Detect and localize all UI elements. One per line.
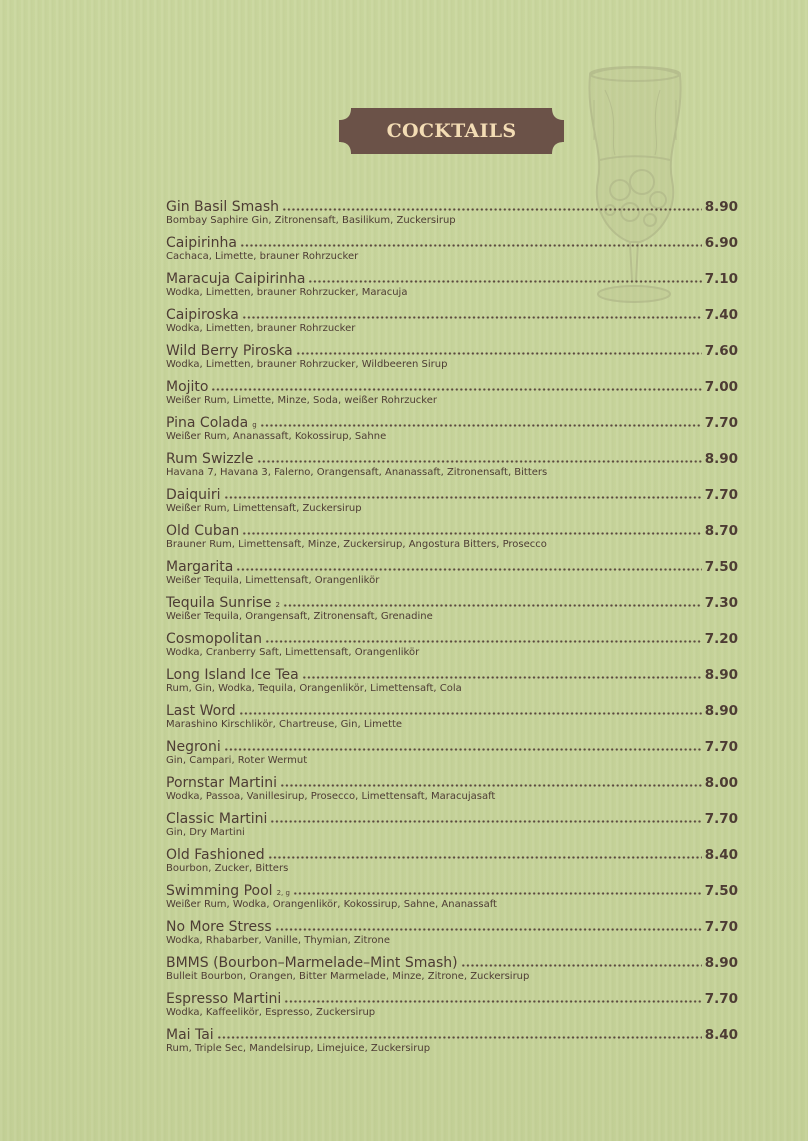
item-price: 7.00 [704,379,738,395]
item-description: Rum, Gin, Wodka, Tequila, Orangenlikör, Limettensaft, Cola [166,683,462,694]
item-description: Weißer Rum, Limettensaft, Zuckersirup [166,503,362,514]
item-price: 7.30 [704,595,738,611]
dot-leader [240,235,702,247]
item-name: Rum Swizzle [166,451,254,467]
menu-item-tequila-sunrise [166,595,738,631]
dot-leader [242,307,702,319]
item-name: Pina Colada [166,415,249,431]
menu-item-no-more-stress [166,919,738,955]
item-price: 8.90 [704,451,738,467]
item-description: Weißer Rum, Limette, Minze, Soda, weißer Rohrzucker [166,395,438,406]
dot-leader [284,991,701,1003]
item-price: 8.90 [704,667,738,683]
item-price: 7.70 [704,739,738,755]
dot-leader [283,595,702,607]
item-price: 7.40 [704,307,738,323]
item-price: 7.10 [704,271,738,287]
item-price: 7.20 [704,631,738,647]
item-name: Espresso Martini [166,991,282,1007]
item-description: Weißer Tequila, Limettensaft, Orangenlikör [166,575,380,586]
item-allergen-codes: 2, g [276,889,290,897]
dot-leader [224,487,702,499]
item-name: Last Word [166,703,236,719]
item-name: Daiquiri [166,487,221,503]
item-name: No More Stress [166,919,272,935]
menu-item-old-cuban [166,523,738,559]
item-description: Wodka, Rhabarber, Vanille, Thymian, Zitrone [166,935,390,946]
item-price: 8.90 [704,955,738,971]
item-price: 8.70 [704,523,738,539]
item-allergen-codes: 2 [275,601,281,609]
menu-item-margarita [166,559,738,595]
menu-item-caipiroska [166,307,738,343]
dot-leader [268,847,702,859]
menu-item-caipirinha [166,235,738,271]
dot-leader [257,451,702,463]
item-price: 7.60 [704,343,738,359]
item-description: Wodka, Kaffeelikör, Espresso, Zuckersirup [166,1007,376,1018]
menu-item-pina-colada [166,415,738,451]
item-name: Pornstar Martini [166,775,278,791]
item-price: 7.50 [704,883,738,899]
item-price: 7.70 [704,487,738,503]
item-allergen-codes: g [252,421,257,429]
item-name: Margarita [166,559,234,575]
dot-leader [236,559,701,571]
dot-leader [302,667,702,679]
menu-item-cosmopolitan [166,631,738,667]
item-price: 8.40 [704,847,738,863]
item-price: 8.90 [704,199,738,215]
item-name: Caipirinha [166,235,237,251]
item-description: Weißer Tequila, Orangensaft, Zitronensaft, Grenadine [166,611,433,622]
item-description: Wodka, Limetten, brauner Rohrzucker, Maracuja [166,287,408,298]
menu-item-long-island-ice-tea [166,667,738,703]
item-description: Weißer Rum, Ananassaft, Kokossirup, Sahne [166,431,387,442]
item-price: 8.40 [704,1027,738,1043]
section-header-banner [339,108,564,154]
dot-leader [308,271,701,283]
item-description: Rum, Triple Sec, Mandelsirup, Limejuice, Zuckersirup [166,1043,431,1054]
menu-item-wild-berry-piroska [166,343,738,379]
item-price: 7.70 [704,811,738,827]
item-description: Wodka, Passoa, Vanillesirup, Prosecco, Limettensaft, Maracujasaft [166,791,496,802]
dot-leader [461,955,702,967]
dot-leader [280,775,702,787]
item-name: Swimming Pool [166,883,273,899]
item-name: Wild Berry Piroska [166,343,293,359]
menu-item-mai-tai [166,1027,738,1063]
item-name: Cosmopolitan [166,631,263,647]
item-name: Caipiroska [166,307,239,323]
item-price: 8.00 [704,775,738,791]
item-name: Mai Tai [166,1027,214,1043]
dot-leader [296,343,702,355]
menu-item-old-fashioned [166,847,738,883]
dot-leader [270,811,701,823]
cocktail-menu-list [166,199,738,1063]
item-price: 6.90 [704,235,738,251]
item-price: 7.70 [704,415,738,431]
menu-item-mojito [166,379,738,415]
item-description: Wodka, Limetten, brauner Rohrzucker [166,323,356,334]
item-description: Weißer Rum, Wodka, Orangenlikör, Kokossirup, Sahne, Ananassaft [166,899,497,910]
item-description: Bulleit Bourbon, Orangen, Bitter Marmelade, Minze, Zitrone, Zuckersirup [166,971,530,982]
dot-leader [217,1027,702,1039]
item-description: Gin, Campari, Roter Wermut [166,755,308,766]
item-name: BMMS (Bourbon–Marmelade–Mint Smash) [166,955,458,971]
menu-item-pornstar-martini [166,775,738,811]
menu-item-negroni [166,739,738,775]
item-name: Tequila Sunrise [166,595,272,611]
item-price: 8.90 [704,703,738,719]
item-description: Havana 7, Havana 3, Falerno, Orangensaft, Ananassaft, Zitronensaft, Bitters [166,467,548,478]
item-price: 7.70 [704,919,738,935]
section-title: COCKTAILS [386,120,517,142]
dot-leader [211,379,701,391]
item-name: Mojito [166,379,209,395]
item-name: Classic Martini [166,811,268,827]
dot-leader [224,739,702,751]
menu-item-daiquiri [166,487,738,523]
item-name: Old Cuban [166,523,240,539]
item-description: Marashino Kirschlikör, Chartreuse, Gin, Limette [166,719,403,730]
dot-leader [260,415,702,427]
menu-item-classic-martini [166,811,738,847]
dot-leader [239,703,702,715]
item-description: Bombay Saphire Gin, Zitronensaft, Basilikum, Zuckersirup [166,215,456,226]
menu-item-rum-swizzle [166,451,738,487]
menu-item-swimming-pool [166,883,738,919]
item-name: Long Island Ice Tea [166,667,299,683]
item-name: Maracuja Caipirinha [166,271,306,287]
menu-item-espresso-martini [166,991,738,1027]
item-name: Negroni [166,739,221,755]
dot-leader [293,883,702,895]
menu-item-bmms [166,955,738,991]
item-description: Cachaca, Limette, brauner Rohrzucker [166,251,359,262]
item-description: Brauner Rum, Limettensaft, Minze, Zuckersirup, Angostura Bitters, Prosecco [166,539,547,550]
item-description: Wodka, Limetten, brauner Rohrzucker, Wildbeeren Sirup [166,359,448,370]
dot-leader [282,199,702,211]
item-description: Bourbon, Zucker, Bitters [166,863,289,874]
dot-leader [242,523,701,535]
item-description: Wodka, Cranberry Saft, Limettensaft, Orangenlikör [166,647,420,658]
item-name: Gin Basil Smash [166,199,280,215]
item-price: 7.50 [704,559,738,575]
item-price: 7.70 [704,991,738,1007]
menu-item-maracuja-caipirinha [166,271,738,307]
dot-leader [265,631,702,643]
dot-leader [275,919,702,931]
menu-item-last-word [166,703,738,739]
menu-item-gin-basil-smash [166,199,738,235]
item-description: Gin, Dry Martini [166,827,245,838]
item-name: Old Fashioned [166,847,265,863]
